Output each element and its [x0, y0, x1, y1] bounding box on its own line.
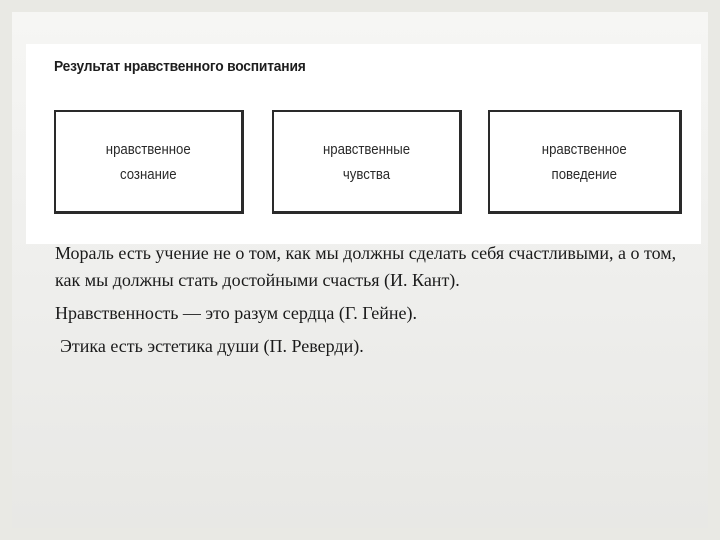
- box-2-line-1: нравственные: [322, 140, 411, 158]
- diagram-image: [26, 44, 701, 244]
- box-1-line-1: нравственное: [106, 140, 191, 158]
- box-3-line-1: нравственное: [542, 140, 627, 158]
- box-moral-behavior: [488, 110, 682, 214]
- quote-reverdy: Этика есть эстетика души (П. Реверди).: [60, 336, 364, 356]
- quote-kant: Мораль есть учение не о том, как мы должны сделать себя счастливыми, а о том, как мы должны стать достойными счастья (И. Кант).: [55, 243, 677, 290]
- box-2-line-2: чувства: [342, 165, 391, 183]
- box-1-line-2: сознание: [120, 165, 177, 183]
- quote-heine: Нравственность — это разум сердца (Г. Гейне).: [55, 303, 418, 323]
- slide: [12, 12, 708, 528]
- box-moral-feelings: [272, 110, 462, 214]
- box-3-line-2: поведение: [551, 165, 618, 183]
- diagram-title: Результат нравственного воспитания: [54, 58, 306, 75]
- quotes-list: [55, 240, 685, 366]
- box-moral-consciousness: [54, 110, 244, 214]
